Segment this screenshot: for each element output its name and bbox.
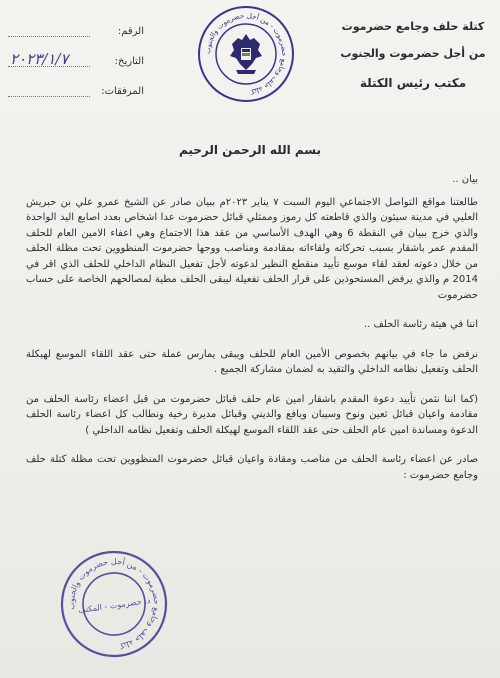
letter-meta (8, 26, 148, 116)
paragraph-3: نرفض ما جاء في بيانهم بخصوص الأمين العام للحلف ويبقى يمارس عملة حتى عقد اللقاء الموسع لهيكلة الحلف وتفعيل نظامه الداخلي والتقيد به لضمان مشاركة الجميع . (26, 348, 478, 375)
date-label: التاريخ: (114, 56, 144, 67)
bismillah-heading: بسم الله الرحمن الرحيم (178, 143, 322, 157)
org-name: كتلة حلف وجامع حضرموت (341, 20, 485, 33)
office-name: مكتب رئيس الكتلة (359, 76, 467, 90)
org-slogan: من أجل حضرموت والجنوب (340, 47, 486, 60)
date-row (8, 50, 148, 72)
handwritten-date: ٢٠٢٣/١/٧ (10, 50, 69, 68)
paragraph-5: صادر عن اعضاء رئاسة الحلف من مناصب ومقادة واعيان قبائل حضرموت المنظووين تحت مظلة كتلة حلف وجامع حضرموت : (26, 454, 478, 481)
paragraph-1: طالعتنا مواقع التواصل الاجتماعي اليوم السبت ٧ يناير ٢٠٢٣م ببيان صادر عن الشيخ عمرو علي بن حبريش العليي في مدينة سيئون والذي قاطعته كل رموز وممثلي قبائل حضرموت عدا اشخاص بعدد اصابع اليد الواحدة والذي خرج ببيان في النقطة 6 وهي الهدف الأساسي من عقد هذا الاجتماع وهي اعفاء الامين العام للحلف المقدم عمر باشقار بسبب تحركاته ولقاءاته بمقادمة ومناصب ووجها حضرموت المنظووين تحت مظلة الحلف من خلال دعوته لعقد لقاء موسع تأييد منقطع النظير لدعوته لأجل تفعيل النظام الداخلي للحلف الذي اقر في 2014 م والذي يرفض المستحوذين على قرار الحلف تفعيلة ليبقى الحلف مطية لمصالحهم الخاصة على حساب حضرموت (26, 196, 478, 301)
attachments-row (8, 86, 148, 102)
eagle-emblem-seal-icon (196, 4, 296, 104)
ref-label: الرقم: (117, 26, 144, 37)
letterhead-org (338, 20, 488, 90)
stamp-ring-text: كتلة حلف وجامع حضرموت - من أجل حضرموت والجنوب (66, 556, 162, 651)
ref-row (8, 26, 148, 42)
paragraph-2: اننا في هيئة رئاسة الحلف .. (363, 319, 478, 330)
paragraph-4: (كما اننا نثمن تأييد دعوة المقدم باشقار امين عام حلف قبائل حضرموت من قبل اعضاء رئاسة الحلف من مقادمة واعيان قبائل ثعين ونوح وسيبان ويافع والديني وقبائل مديرة رخية ونطالب كل اعضاء رئاسة الحلف الدعوة ومساندة امين عام الحلف حتى عقد اللقاء الموسع لهيكلة الحلف وتفعيل نظامه الداخلي ) (26, 393, 478, 436)
stamp-center-text: د. حضرموت - المكتب (77, 595, 151, 616)
seal-top-ring-text: كتلة حلف وجامع حضرموت - من أجل حضرموت والجنوب (203, 11, 289, 96)
statement-body (26, 172, 478, 483)
organization-stamp-icon (58, 548, 170, 660)
attachments-label: المرفقات: (101, 86, 144, 97)
statement-title: بيان .. (452, 174, 478, 185)
